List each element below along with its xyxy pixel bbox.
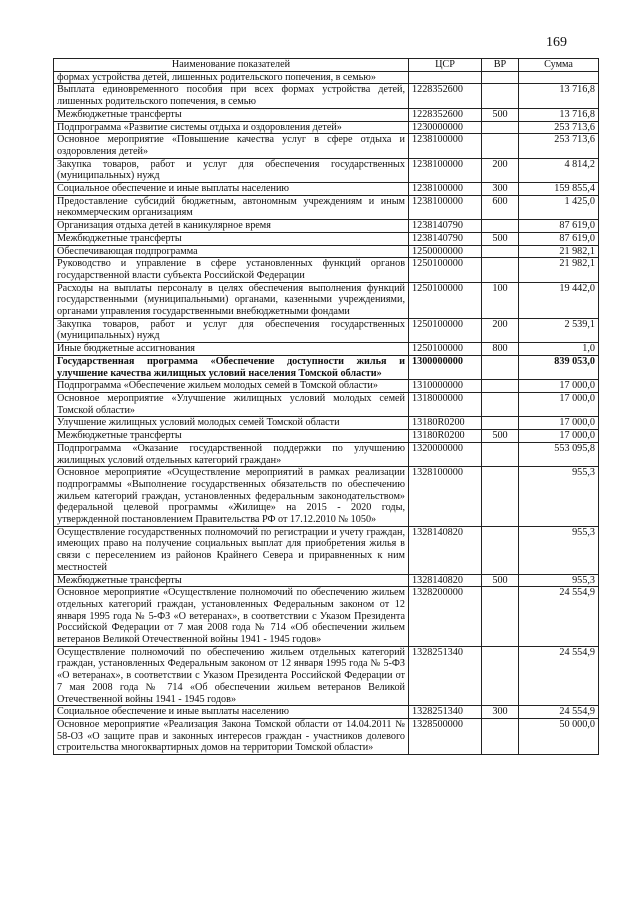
table-row — [54, 355, 599, 379]
row-sum-cell: 87 619,0 — [519, 232, 599, 245]
table-row — [54, 587, 599, 647]
row-name-cell: Руководство и управление в сфере установленных функций органов государственной власти субъекта Российской Федерации — [54, 258, 409, 282]
row-vr-cell: 500 — [482, 232, 519, 245]
row-sum-cell: 1 425,0 — [519, 195, 599, 219]
table-row — [54, 706, 599, 719]
row-vr-cell: 300 — [482, 183, 519, 196]
table-row — [54, 718, 599, 754]
table-row — [54, 646, 599, 706]
row-sum-cell: 4 814,2 — [519, 158, 599, 182]
row-name-cell: Осуществление государственных полномочий по регистрации и учету граждан, имеющих право на получение социальных выплат для приобретения жилья в связи с переселением из районов Крайнего Севера и приравненных к ним местностей — [54, 526, 409, 574]
row-name-cell: Подпрограмма «Оказание государственной поддержки по улучшению жилищных условий отдельных категорий граждан» — [54, 442, 409, 466]
row-sum-cell: 87 619,0 — [519, 220, 599, 233]
table-row — [54, 108, 599, 121]
row-csr-cell: 1228352600 — [409, 84, 482, 108]
page-number: 169 — [546, 35, 567, 50]
row-name-cell: Основное мероприятие «Осуществление полномочий по обеспечению жильем отдельных категорий граждан, установленных Федеральным законом от 12 января 1995 года № 5-ФЗ «О ветеранах», в соответствии с Указом Президента Российской Федерации от 7 мая 2008 года № 714 «Об обеспечении жильем ветеранов Великой Отечественной войны 1941 - 1945 годов» — [54, 587, 409, 647]
header-vr: ВР — [482, 59, 519, 72]
row-sum-cell: 955,3 — [519, 526, 599, 574]
row-csr-cell: 1320000000 — [409, 442, 482, 466]
row-csr-cell: 13180R0200 — [409, 430, 482, 443]
row-vr-cell — [482, 380, 519, 393]
row-sum-cell: 17 000,0 — [519, 430, 599, 443]
row-vr-cell — [482, 121, 519, 134]
row-vr-cell — [482, 134, 519, 158]
budget-table — [53, 58, 599, 755]
row-name-cell: Межбюджетные трансферты — [54, 574, 409, 587]
row-csr-cell: 1328100000 — [409, 467, 482, 527]
table-header-row — [54, 59, 599, 72]
table-row — [54, 392, 599, 416]
row-vr-cell: 500 — [482, 108, 519, 121]
row-name-cell: Улучшение жилищных условий молодых семей Томской области — [54, 417, 409, 430]
row-vr-cell — [482, 84, 519, 108]
row-csr-cell: 1230000000 — [409, 121, 482, 134]
row-vr-cell — [482, 526, 519, 574]
row-sum-cell: 253 713,6 — [519, 121, 599, 134]
table-row — [54, 343, 599, 356]
row-csr-cell: 1238100000 — [409, 195, 482, 219]
row-csr-cell: 1250100000 — [409, 343, 482, 356]
row-csr-cell: 1300000000 — [409, 355, 482, 379]
table-row — [54, 183, 599, 196]
row-vr-cell — [482, 245, 519, 258]
row-sum-cell: 159 855,4 — [519, 183, 599, 196]
table-row — [54, 121, 599, 134]
row-vr-cell — [482, 220, 519, 233]
row-sum-cell: 21 982,1 — [519, 258, 599, 282]
row-csr-cell: 1250000000 — [409, 245, 482, 258]
row-sum-cell: 24 554,9 — [519, 646, 599, 706]
row-sum-cell: 17 000,0 — [519, 417, 599, 430]
row-vr-cell: 100 — [482, 282, 519, 318]
row-csr-cell: 1238140790 — [409, 232, 482, 245]
table-row — [54, 467, 599, 527]
row-sum-cell: 955,3 — [519, 574, 599, 587]
row-sum-cell: 1,0 — [519, 343, 599, 356]
header-csr: ЦСР — [409, 59, 482, 72]
row-name-cell: Выплата единовременного пособия при всех формах устройства детей, лишенных родительского попечения, в семью — [54, 84, 409, 108]
row-csr-cell: 1328251340 — [409, 706, 482, 719]
row-vr-cell: 800 — [482, 343, 519, 356]
row-vr-cell: 600 — [482, 195, 519, 219]
row-vr-cell — [482, 718, 519, 754]
row-vr-cell — [482, 646, 519, 706]
row-sum-cell: 50 000,0 — [519, 718, 599, 754]
row-csr-cell: 1328140820 — [409, 526, 482, 574]
row-name-cell: формах устройства детей, лишенных родительского попечения, в семью» — [54, 71, 409, 84]
row-csr-cell: 1318000000 — [409, 392, 482, 416]
table-row — [54, 282, 599, 318]
row-sum-cell: 17 000,0 — [519, 392, 599, 416]
row-csr-cell: 1238140790 — [409, 220, 482, 233]
row-vr-cell — [482, 467, 519, 527]
row-name-cell: Подпрограмма «Обеспечение жильем молодых семей в Томской области» — [54, 380, 409, 393]
row-name-cell: Межбюджетные трансферты — [54, 108, 409, 121]
table-row — [54, 232, 599, 245]
row-name-cell: Организация отдыха детей в каникулярное время — [54, 220, 409, 233]
row-sum-cell: 24 554,9 — [519, 587, 599, 647]
row-name-cell: Осуществление полномочий по обеспечению жильем отдельных категорий граждан, установленных Федеральным законом от 12 января 1995 года № 5-ФЗ «О ветеранах», в соответствии с Указом Президента Российской Федерации от 7 мая 2008 года № 714 «Об обеспечении жильем ветеранов Великой Отечественной войны 1941 - 1945 годов» — [54, 646, 409, 706]
row-vr-cell — [482, 392, 519, 416]
row-vr-cell: 200 — [482, 158, 519, 182]
row-vr-cell: 200 — [482, 318, 519, 342]
row-csr-cell: 1250100000 — [409, 282, 482, 318]
row-sum-cell: 21 982,1 — [519, 245, 599, 258]
row-vr-cell — [482, 587, 519, 647]
row-vr-cell — [482, 355, 519, 379]
row-csr-cell: 1228352600 — [409, 108, 482, 121]
row-csr-cell: 1328200000 — [409, 587, 482, 647]
row-vr-cell: 300 — [482, 706, 519, 719]
row-sum-cell: 955,3 — [519, 467, 599, 527]
row-name-cell: Социальное обеспечение и иные выплаты населению — [54, 183, 409, 196]
row-name-cell: Иные бюджетные ассигнования — [54, 343, 409, 356]
row-name-cell: Закупка товаров, работ и услуг для обеспечения государственных (муниципальных) нужд — [54, 158, 409, 182]
table-row — [54, 574, 599, 587]
row-name-cell: Закупка товаров, работ и услуг для обеспечения государственных (муниципальных) нужд — [54, 318, 409, 342]
row-name-cell: Межбюджетные трансферты — [54, 430, 409, 443]
row-vr-cell: 500 — [482, 574, 519, 587]
row-vr-cell: 500 — [482, 430, 519, 443]
table-row — [54, 430, 599, 443]
row-name-cell: Основное мероприятие «Осуществление мероприятий в рамках реализации подпрограммы «Выполнение государственных обязательств по обеспечению жильем категорий граждан, установленных федеральным законодательством» федеральной целевой программы «Жилище» на 2015 - 2020 годы, утвержденной постановлением Правительства РФ от 17.12.2010 № 1050» — [54, 467, 409, 527]
table-row — [54, 526, 599, 574]
row-sum-cell: 19 442,0 — [519, 282, 599, 318]
row-sum-cell: 17 000,0 — [519, 380, 599, 393]
row-vr-cell — [482, 258, 519, 282]
row-sum-cell: 839 053,0 — [519, 355, 599, 379]
row-csr-cell: 1310000000 — [409, 380, 482, 393]
header-sum: Сумма — [519, 59, 599, 72]
row-sum-cell — [519, 71, 599, 84]
table-row — [54, 258, 599, 282]
row-sum-cell: 13 716,8 — [519, 84, 599, 108]
table-row — [54, 442, 599, 466]
table-row — [54, 134, 599, 158]
table-row — [54, 84, 599, 108]
row-name-cell: Основное мероприятие «Улучшение жилищных условий молодых семей Томской области» — [54, 392, 409, 416]
row-name-cell: Основное мероприятие «Реализация Закона Томской области от 14.04.2011 № 58-ОЗ «О защите прав и законных интересов граждан - участников долевого строительства многоквартирных домов на территории Томской области» — [54, 718, 409, 754]
row-name-cell: Основное мероприятие «Повышение качества услуг в сфере отдыха и оздоровления детей» — [54, 134, 409, 158]
row-csr-cell: 1250100000 — [409, 318, 482, 342]
table-row — [54, 195, 599, 219]
table-body — [54, 71, 599, 754]
row-csr-cell — [409, 71, 482, 84]
table-row — [54, 71, 599, 84]
row-csr-cell: 1250100000 — [409, 258, 482, 282]
row-sum-cell: 2 539,1 — [519, 318, 599, 342]
row-name-cell: Государственная программа «Обеспечение доступности жилья и улучшение качества жилищных условий населения Томской области» — [54, 355, 409, 379]
row-name-cell: Обеспечивающая подпрограмма — [54, 245, 409, 258]
row-csr-cell: 1328500000 — [409, 718, 482, 754]
row-sum-cell: 553 095,8 — [519, 442, 599, 466]
row-vr-cell — [482, 71, 519, 84]
row-vr-cell — [482, 417, 519, 430]
row-name-cell: Межбюджетные трансферты — [54, 232, 409, 245]
row-sum-cell: 13 716,8 — [519, 108, 599, 121]
row-vr-cell — [482, 442, 519, 466]
row-csr-cell: 1328140820 — [409, 574, 482, 587]
table-row — [54, 220, 599, 233]
row-csr-cell: 13180R0200 — [409, 417, 482, 430]
table-row — [54, 245, 599, 258]
row-sum-cell: 253 713,6 — [519, 134, 599, 158]
row-name-cell: Социальное обеспечение и иные выплаты населению — [54, 706, 409, 719]
header-name: Наименование показателей — [54, 59, 409, 72]
row-csr-cell: 1328251340 — [409, 646, 482, 706]
row-name-cell: Расходы на выплаты персоналу в целях обеспечения выполнения функций государственными (муниципальными) органами, казенными учреждениями, органами управления государственными внебюджетными фондами — [54, 282, 409, 318]
table-row — [54, 417, 599, 430]
row-sum-cell: 24 554,9 — [519, 706, 599, 719]
table-row — [54, 380, 599, 393]
row-name-cell: Предоставление субсидий бюджетным, автономным учреждениям и иным некоммерческим организациям — [54, 195, 409, 219]
row-csr-cell: 1238100000 — [409, 134, 482, 158]
table-row — [54, 318, 599, 342]
row-csr-cell: 1238100000 — [409, 158, 482, 182]
row-csr-cell: 1238100000 — [409, 183, 482, 196]
table-row — [54, 158, 599, 182]
row-name-cell: Подпрограмма «Развитие системы отдыха и оздоровления детей» — [54, 121, 409, 134]
